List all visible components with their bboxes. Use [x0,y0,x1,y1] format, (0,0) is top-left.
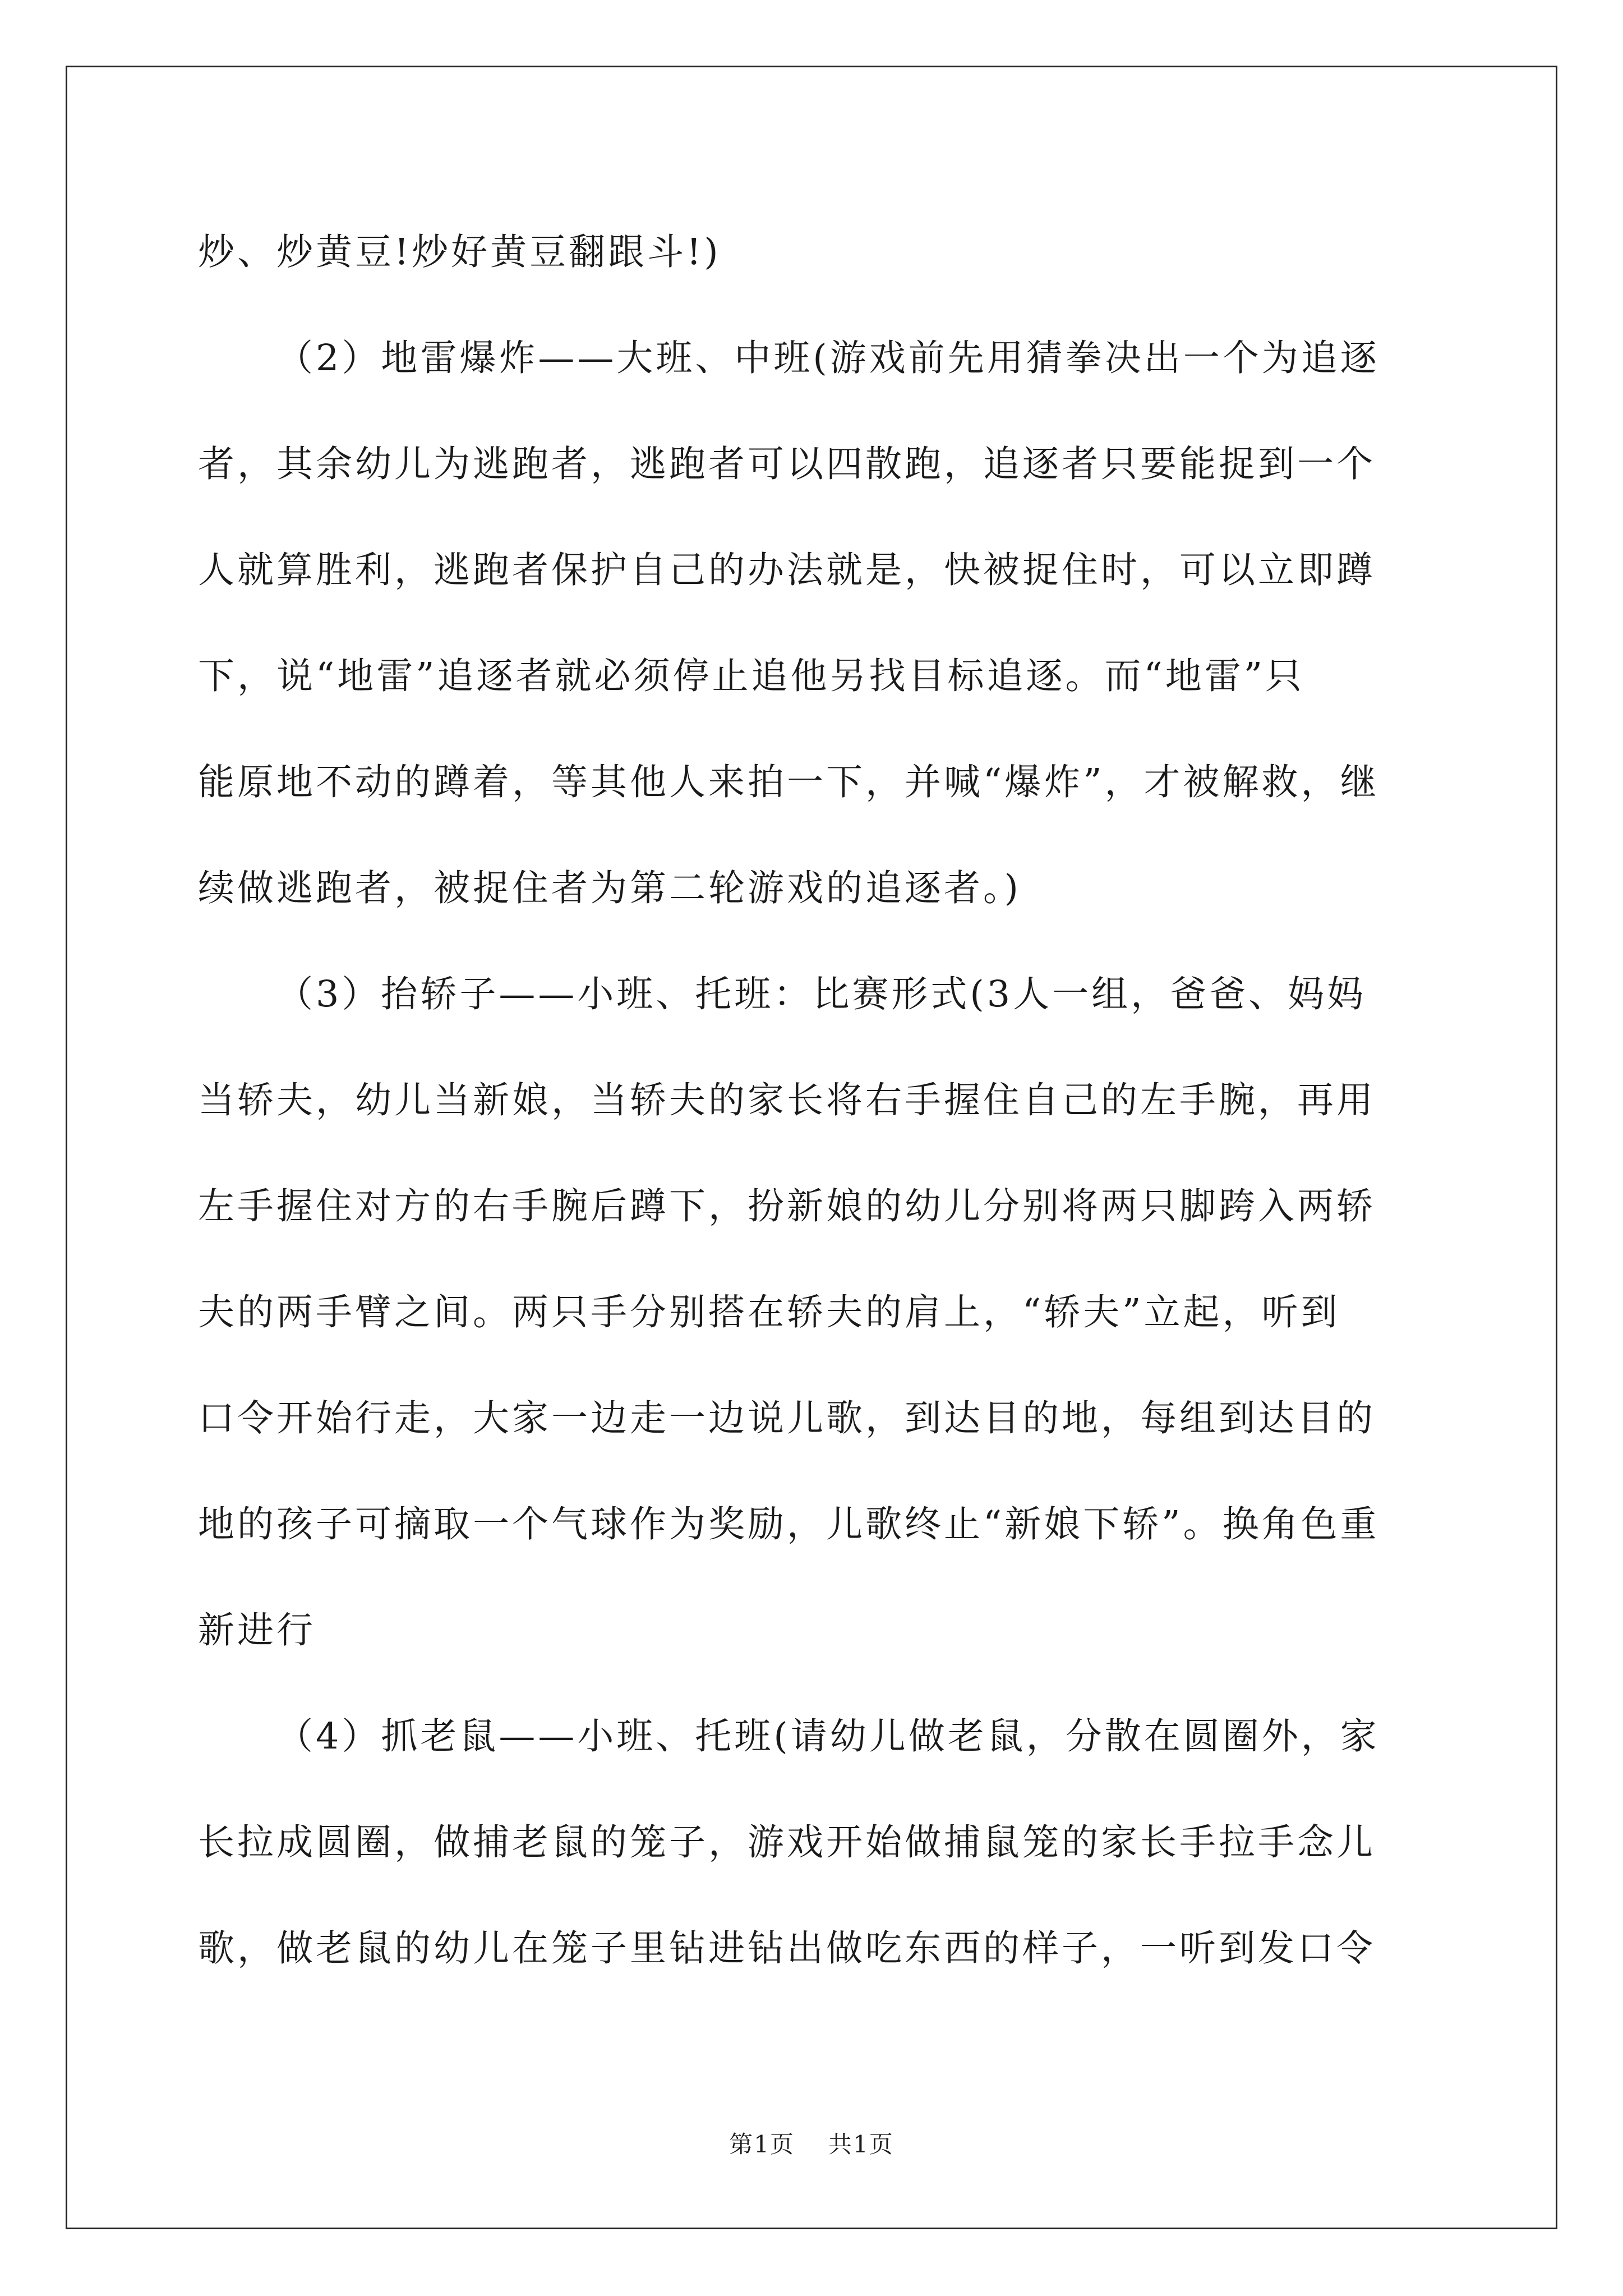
page-total: 共1页 [828,2131,894,2158]
page-footer [0,2126,1623,2160]
text-line: 地的孩子可摘取一个气球作为奖励，儿歌终止“新娘下轿”。换角色重 [198,1503,1380,1545]
text-line: 左手握住对方的右手腕后蹲下，扮新娘的幼儿分别将两只脚跨入两轿 [198,1185,1376,1227]
text-line: 下，说“地雷”追逐者就必须停止追他另找目标追逐。而“地雷”只 [198,655,1304,697]
text-line: 新进行 [198,1609,316,1651]
text-line: （3）抬轿子——小班、托班：比赛形式(3人一组，爸爸、妈妈 [276,973,1367,1015]
text-line: 歌，做老鼠的幼儿在笼子里钻进钻出做吃东西的样子，一听到发口令 [198,1927,1376,1970]
text-line: （2）地雷爆炸——大班、中班(游戏前先用猜拳决出一个为追逐 [276,337,1380,379]
text-line: 长拉成圆圈，做捕老鼠的笼子，游戏开始做捕鼠笼的家长手拉手念儿 [198,1821,1376,1864]
text-line: 者，其余幼儿为逃跑者，逃跑者可以四散跑，追逐者只要能捉到一个 [198,443,1376,485]
text-line: （4）抓老鼠——小班、托班(请幼儿做老鼠，分散在圆圈外，家 [276,1715,1380,1757]
page-number: 第1页 [729,2131,795,2158]
text-line: 当轿夫，幼儿当新娘，当轿夫的家长将右手握住自己的左手腕，再用 [198,1079,1376,1121]
document-body [198,199,1431,2001]
text-line: 口令开始行走，大家一边走一边说儿歌，到达目的地，每组到达目的 [198,1397,1376,1439]
text-line: 人就算胜利，逃跑者保护自己的办法就是，快被捉住时，可以立即蹲 [198,549,1376,591]
text-line: 夫的两手臂之间。两只手分别搭在轿夫的肩上，“轿夫”立起，听到 [198,1291,1340,1333]
text-line: 炒、炒黄豆!炒好黄豆翻跟斗!) [198,231,721,273]
text-line: 能原地不动的蹲着，等其他人来拍一下，并喊“爆炸”，才被解救，继 [198,761,1380,803]
text-line: 续做逃跑者，被捉住者为第二轮游戏的追逐者。) [198,867,1021,909]
